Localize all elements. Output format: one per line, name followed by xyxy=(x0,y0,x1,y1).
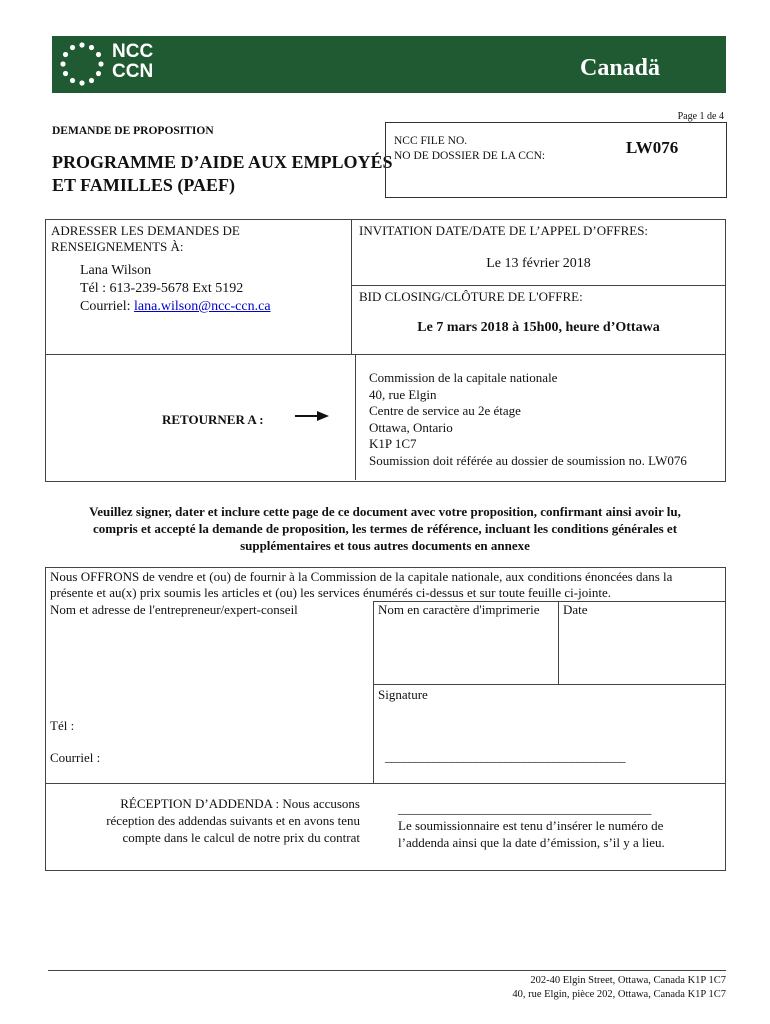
instruction-text: Veuillez signer, dater et inclure cette page de ce document avec votre proposition, confirmant ainsi avoir lu, compris et accepté la demande de proposition, les termes de référence, incluant les conditions générales et supplémentaires et tous autres documents en annexe xyxy=(89,504,681,553)
email-label: Courriel : xyxy=(50,750,101,765)
ncc-logo-icon xyxy=(58,40,106,88)
invitation-date: Le 13 février 2018 xyxy=(486,256,591,271)
tel-label: Tél : xyxy=(50,718,75,733)
invitation-label: INVITATION DATE/DATE DE L’APPEL D’OFFRES: xyxy=(359,223,649,238)
footer-address: 202-40 Elgin Street, Ottawa, Canada K1P 1C7 40, rue Elgin, pièce 202, Ottawa, Canada K1P 1C7 xyxy=(512,975,726,1000)
canada-wordmark: Canadä xyxy=(580,55,661,81)
return-label: RETOURNER A : xyxy=(162,412,264,427)
contact-tel: Tél : 613-239-5678 Ext 5192 xyxy=(80,281,244,296)
date-label: Date xyxy=(563,602,588,617)
addenda-instruction: _______________________________________ Le soumissionnaire est tenu d’insérer le numéro de l’addenda ainsi que la date d’émission, s’il y a lieu. xyxy=(398,801,665,850)
page-number: Page 1 de 4 xyxy=(677,111,724,122)
addenda-line: _______________________________________ xyxy=(398,801,652,816)
ncc-logo-text: NCC CCN xyxy=(112,41,154,82)
closing-label: BID CLOSING/CLÔTURE DE L'OFFRE: xyxy=(359,289,583,304)
arrow-right-icon xyxy=(295,409,329,423)
offer-text: Nous OFFRONS de vendre et (ou) de fournir à la Commission de la capitale nationale, aux conditions énoncées dans la présente et au(x) prix soumis les articles et (ou) les services énumérés ci-dessus et sur toute feuille ci-jointe. xyxy=(50,569,673,600)
return-address: Commission de la capitale nationale 40, rue Elgin Centre de service au 2e étage Ottawa, Ontario K1P 1C7 Soumission doit référée au dossier de soumission no. LW076 xyxy=(369,370,687,468)
contact-block: Lana Wilson Tél : 613-239-5678 Ext 5192 Courriel: lana.wilson@ncc-ccn.ca xyxy=(80,263,271,314)
page-title: PROGRAMME D’AIDE AUX EMPLOYÉS ET FAMILLES (PAEF) xyxy=(52,152,393,195)
contact-email-link[interactable]: lana.wilson@ncc-ccn.ca xyxy=(134,299,271,314)
signature-line: ________________________________________ xyxy=(385,749,625,764)
file-number-label: NCC FILE NO. NO DE DOSSIER DE LA CCN: xyxy=(394,135,546,162)
doc-type: DEMANDE DE PROPOSITION xyxy=(52,125,214,137)
inquiries-label: ADRESSER LES DEMANDES DE RENSEIGNEMENTS À: xyxy=(51,223,240,254)
print-name-label: Nom en caractère d'imprimerie xyxy=(378,602,540,617)
file-number: LW076 xyxy=(626,138,679,157)
addenda-ack: RÉCEPTION D’ADDENDA : Nous accusons réception des addendas suivants et en avons tenu compte dans le calcul de notre prix du contrat xyxy=(106,796,360,845)
closing-datetime: Le 7 mars 2018 à 15h00, heure d’Ottawa xyxy=(417,320,660,335)
contact-name: Lana Wilson xyxy=(80,263,152,278)
contractor-label: Nom et adresse de l'entrepreneur/expert-conseil xyxy=(50,602,298,617)
signature-label: Signature xyxy=(378,687,428,702)
